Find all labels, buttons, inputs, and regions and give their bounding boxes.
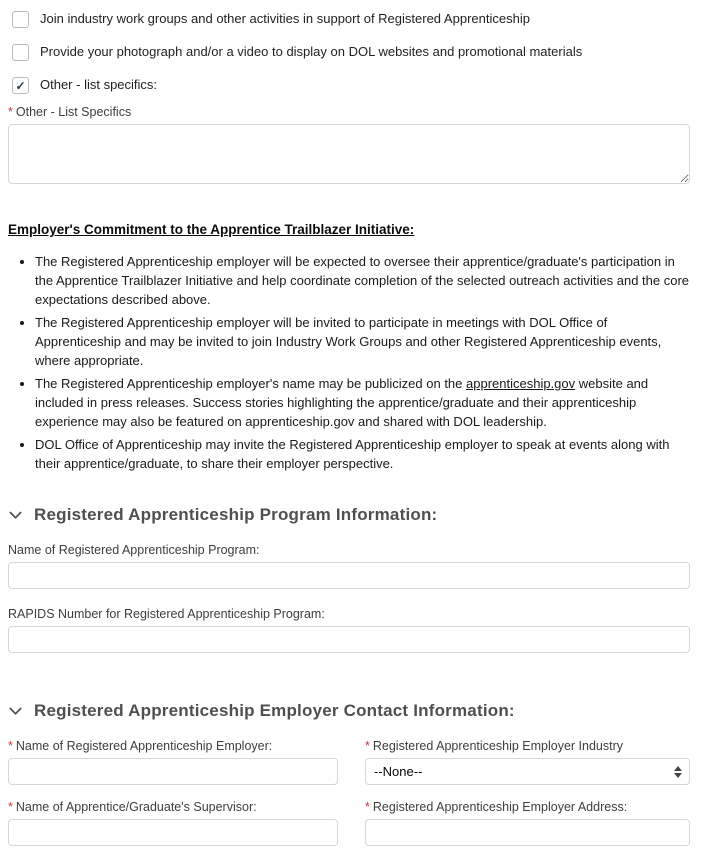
commitment-item-text: The Registered Apprenticeship employer's name may be publicized on the: [35, 376, 466, 391]
commitment-item: • The Registered Apprenticeship employer will be invited to participate in meetings with DOL Office of Apprenticeship and may be invited to join Industry Work Groups and other Registered Apprenticeship events, where appropriate.: [35, 313, 690, 370]
required-asterisk: *: [8, 800, 13, 814]
commitment-list: [18, 252, 690, 473]
employer-address-label: [365, 800, 690, 815]
commitment-item: • DOL Office of Apprenticeship may invite the Registered Apprenticeship employer to speak at events along with their apprentice/graduate, to share their employer perspective.: [35, 435, 690, 473]
industry-select-value: --None--: [374, 764, 423, 779]
checkmark-icon: ✓: [15, 78, 26, 93]
required-asterisk: *: [365, 800, 370, 814]
commitment-heading: Employer's Commitment to the Apprentice Trailblazer Initiative:: [8, 222, 415, 237]
rapids-number-field: [8, 607, 690, 653]
photograph-checkbox[interactable]: [12, 44, 29, 61]
other-specifics-label-text: Other - List Specifics: [15, 105, 132, 119]
employer-address-label-text: Registered Apprenticeship Employer Address:: [372, 800, 628, 814]
required-asterisk: *: [8, 739, 13, 753]
industry-field: [365, 739, 690, 785]
supervisor-name-label: [8, 800, 338, 815]
employer-name-field: [8, 739, 338, 785]
employer-contact-section-title: Registered Apprenticeship Employer Contact Information:: [34, 701, 515, 720]
employer-contact-grid: [8, 739, 690, 846]
industry-select[interactable]: [365, 758, 690, 785]
employer-contact-section-header[interactable]: [8, 701, 690, 721]
work-groups-checkbox[interactable]: [12, 11, 29, 28]
commitment-item: [35, 374, 690, 431]
other-checkbox[interactable]: [12, 77, 29, 94]
required-asterisk: *: [8, 105, 13, 119]
required-asterisk: *: [365, 739, 370, 753]
employer-name-label-text: Name of Registered Apprenticeship Employer:: [15, 739, 273, 753]
rapids-number-label: RAPIDS Number for Registered Apprenticeship Program:: [8, 607, 325, 621]
supervisor-name-label-text: Name of Apprentice/Graduate's Supervisor:: [15, 800, 257, 814]
employer-address-field: [365, 800, 690, 846]
employer-address-input[interactable]: [365, 819, 690, 846]
rapids-number-input[interactable]: [8, 626, 690, 653]
other-specifics-label: [8, 105, 690, 120]
checkbox-label: Provide your photograph and/or a video to display on DOL websites and promotional materials: [40, 44, 583, 59]
industry-label-text: Registered Apprenticeship Employer Industry: [372, 739, 624, 753]
checkbox-row-work-groups[interactable]: [12, 6, 690, 39]
checkbox-label: Join industry work groups and other activities in support of Registered Apprenticeship: [40, 11, 530, 26]
chevron-down-icon: [8, 508, 23, 523]
program-name-label: Name of Registered Apprenticeship Program:: [8, 543, 260, 557]
dropdown-arrows-icon: [674, 766, 682, 778]
checkbox-row-photograph[interactable]: [12, 39, 690, 72]
program-info-section-header[interactable]: [8, 505, 690, 525]
commitment-item: • The Registered Apprenticeship employer will be expected to oversee their apprentice/graduate's participation in the Apprentice Trailblazer Initiative and help coordinate completion of the selected outreach activities and the core expectations described above.: [35, 252, 690, 309]
supervisor-name-input[interactable]: [8, 819, 338, 846]
program-info-section-title: Registered Apprenticeship Program Information:: [34, 505, 438, 524]
employer-name-label: [8, 739, 338, 754]
other-specifics-textarea[interactable]: [8, 124, 690, 184]
commitment-item-text: website and included in press releases. Success stories highlighting the apprentice/graduate and their apprenticeship experience may also be featured on apprenticeship.gov and shared with DOL leadership.: [35, 376, 649, 429]
supervisor-name-field: [8, 800, 338, 846]
apprenticeship-gov-link[interactable]: apprenticeship.gov: [466, 376, 576, 391]
employer-name-input[interactable]: [8, 758, 338, 785]
chevron-down-icon: [8, 704, 23, 719]
program-name-field: [8, 543, 690, 589]
program-name-input[interactable]: [8, 562, 690, 589]
industry-label: [365, 739, 690, 754]
checkbox-label: Other - list specifics:: [40, 77, 158, 92]
checkbox-row-other[interactable]: [12, 72, 690, 105]
